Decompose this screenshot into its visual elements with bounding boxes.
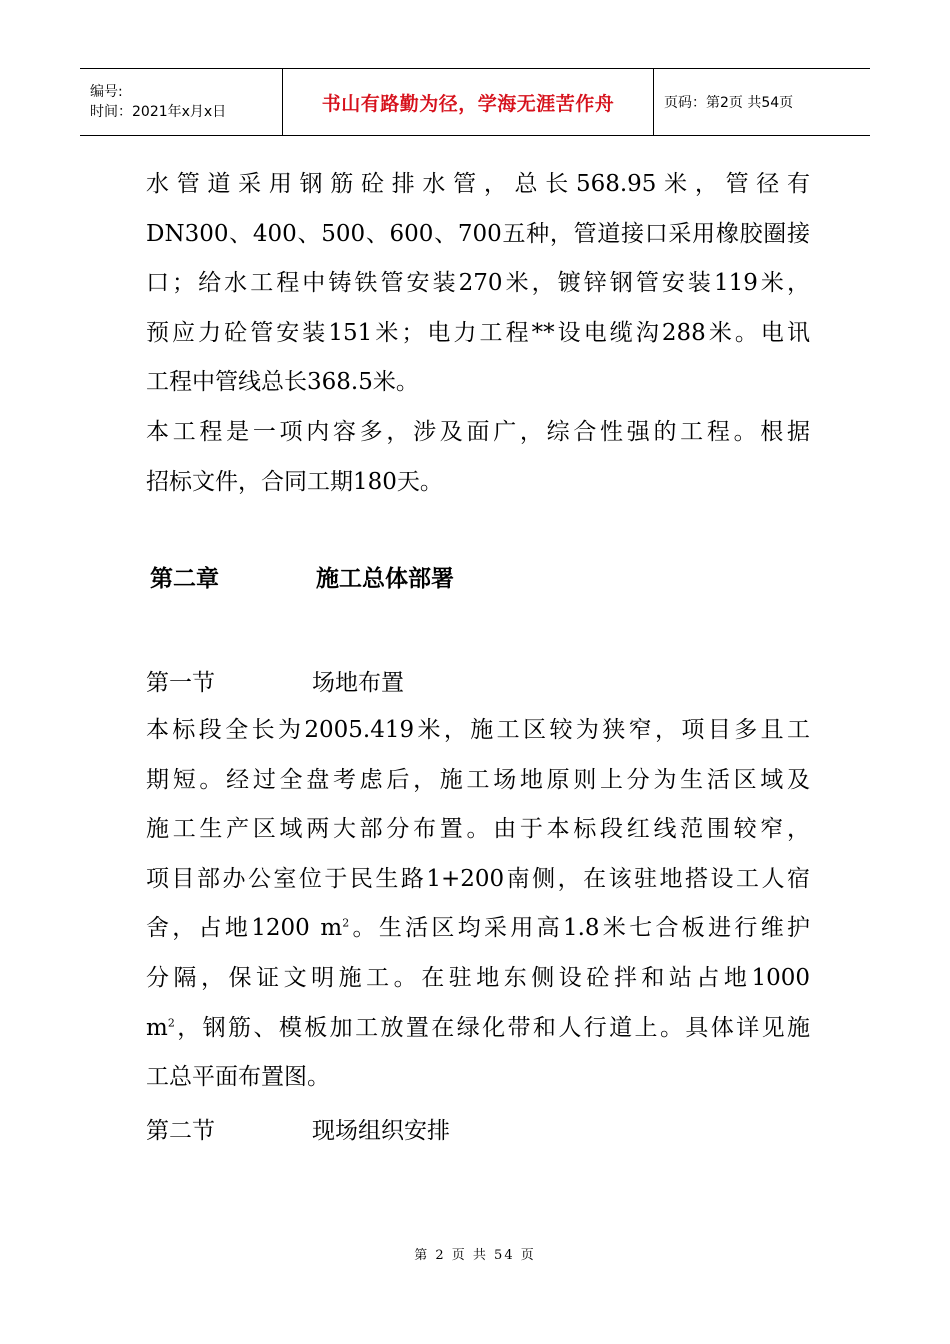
header-motto: 书山有路勤为径，学海无涯苦作舟 xyxy=(321,92,615,115)
paragraph-line: 期短。经过全盘考虑后，施工场地原则上分为生活区域及 xyxy=(146,766,810,793)
paragraph-line: 分隔，保证文明施工。在驻地东侧设砼拌和站占地1000 xyxy=(146,964,810,991)
section-heading-2 xyxy=(146,1112,450,1145)
paragraph-line: 工程中管线总长368.5米。 xyxy=(146,369,419,396)
paragraph-line: 预应力砼管安装151米；电力工程**设电缆沟288米。电讯 xyxy=(146,319,810,346)
paragraph-line: 工总平面布置图。 xyxy=(146,1064,330,1091)
chapter-number: 第二章 xyxy=(150,566,219,592)
page-footer: 第 2 页 共 54 页 xyxy=(414,1248,536,1263)
paragraph-line: 口；给水工程中铸铁管安装270米，镀锌钢管安装119米， xyxy=(146,270,810,297)
section-number: 第二节 xyxy=(146,1118,215,1144)
document-number-label: 编号: xyxy=(90,84,123,100)
paragraph-line: 本工程是一项内容多，涉及面广，综合性强的工程。根据 xyxy=(146,418,810,445)
paragraph-line: 招标文件，合同工期180天。 xyxy=(146,468,443,495)
paragraph-line: 水管道采用钢筋砼排水管，总长568.95米，管径有 xyxy=(146,171,810,197)
paragraph-line: 本标段全长为2005.419米，施工区较为狭窄，项目多且工 xyxy=(146,717,810,743)
paragraph-line: DN300、400、500、600、700五种，管道接口采用橡胶圈接 xyxy=(146,220,810,247)
header-page-info: 页码：第2页 共54页 xyxy=(664,95,794,111)
paragraph-line: 项目部办公室位于民生路1+200南侧，在该驻地搭设工人宿 xyxy=(146,865,810,892)
chapter-heading xyxy=(150,560,454,593)
body-text-top xyxy=(146,160,810,507)
section-title: 场地布置 xyxy=(312,670,404,696)
text-segment: 。生活区均采用高1.8米七合板进行维护 xyxy=(349,915,811,942)
section-number: 第一节 xyxy=(146,670,215,696)
text-segment: ，钢筋、模板加工放置在绿化带和人行道上。具体详见施 xyxy=(174,1014,810,1041)
section-title: 现场组织安排 xyxy=(312,1118,450,1144)
header-meta xyxy=(80,69,282,135)
header-motto-cell xyxy=(282,69,654,135)
paragraph-line xyxy=(146,1004,810,1054)
superscript: 2 xyxy=(167,1015,175,1029)
section-heading-1 xyxy=(146,664,404,697)
chapter-title: 施工总体部署 xyxy=(316,566,454,592)
page-header xyxy=(80,68,870,136)
body-text-section1 xyxy=(146,706,810,1103)
text-segment: 舍，占地1200 m xyxy=(146,915,343,942)
superscript: 2 xyxy=(342,916,350,930)
paragraph-line xyxy=(146,904,810,954)
text-segment: m xyxy=(146,1014,168,1041)
document-time-label: 时间：2021年x月x日 xyxy=(90,104,227,120)
paragraph-line: 施工生产区域两大部分布置。由于本标段红线范围较窄， xyxy=(146,816,810,843)
